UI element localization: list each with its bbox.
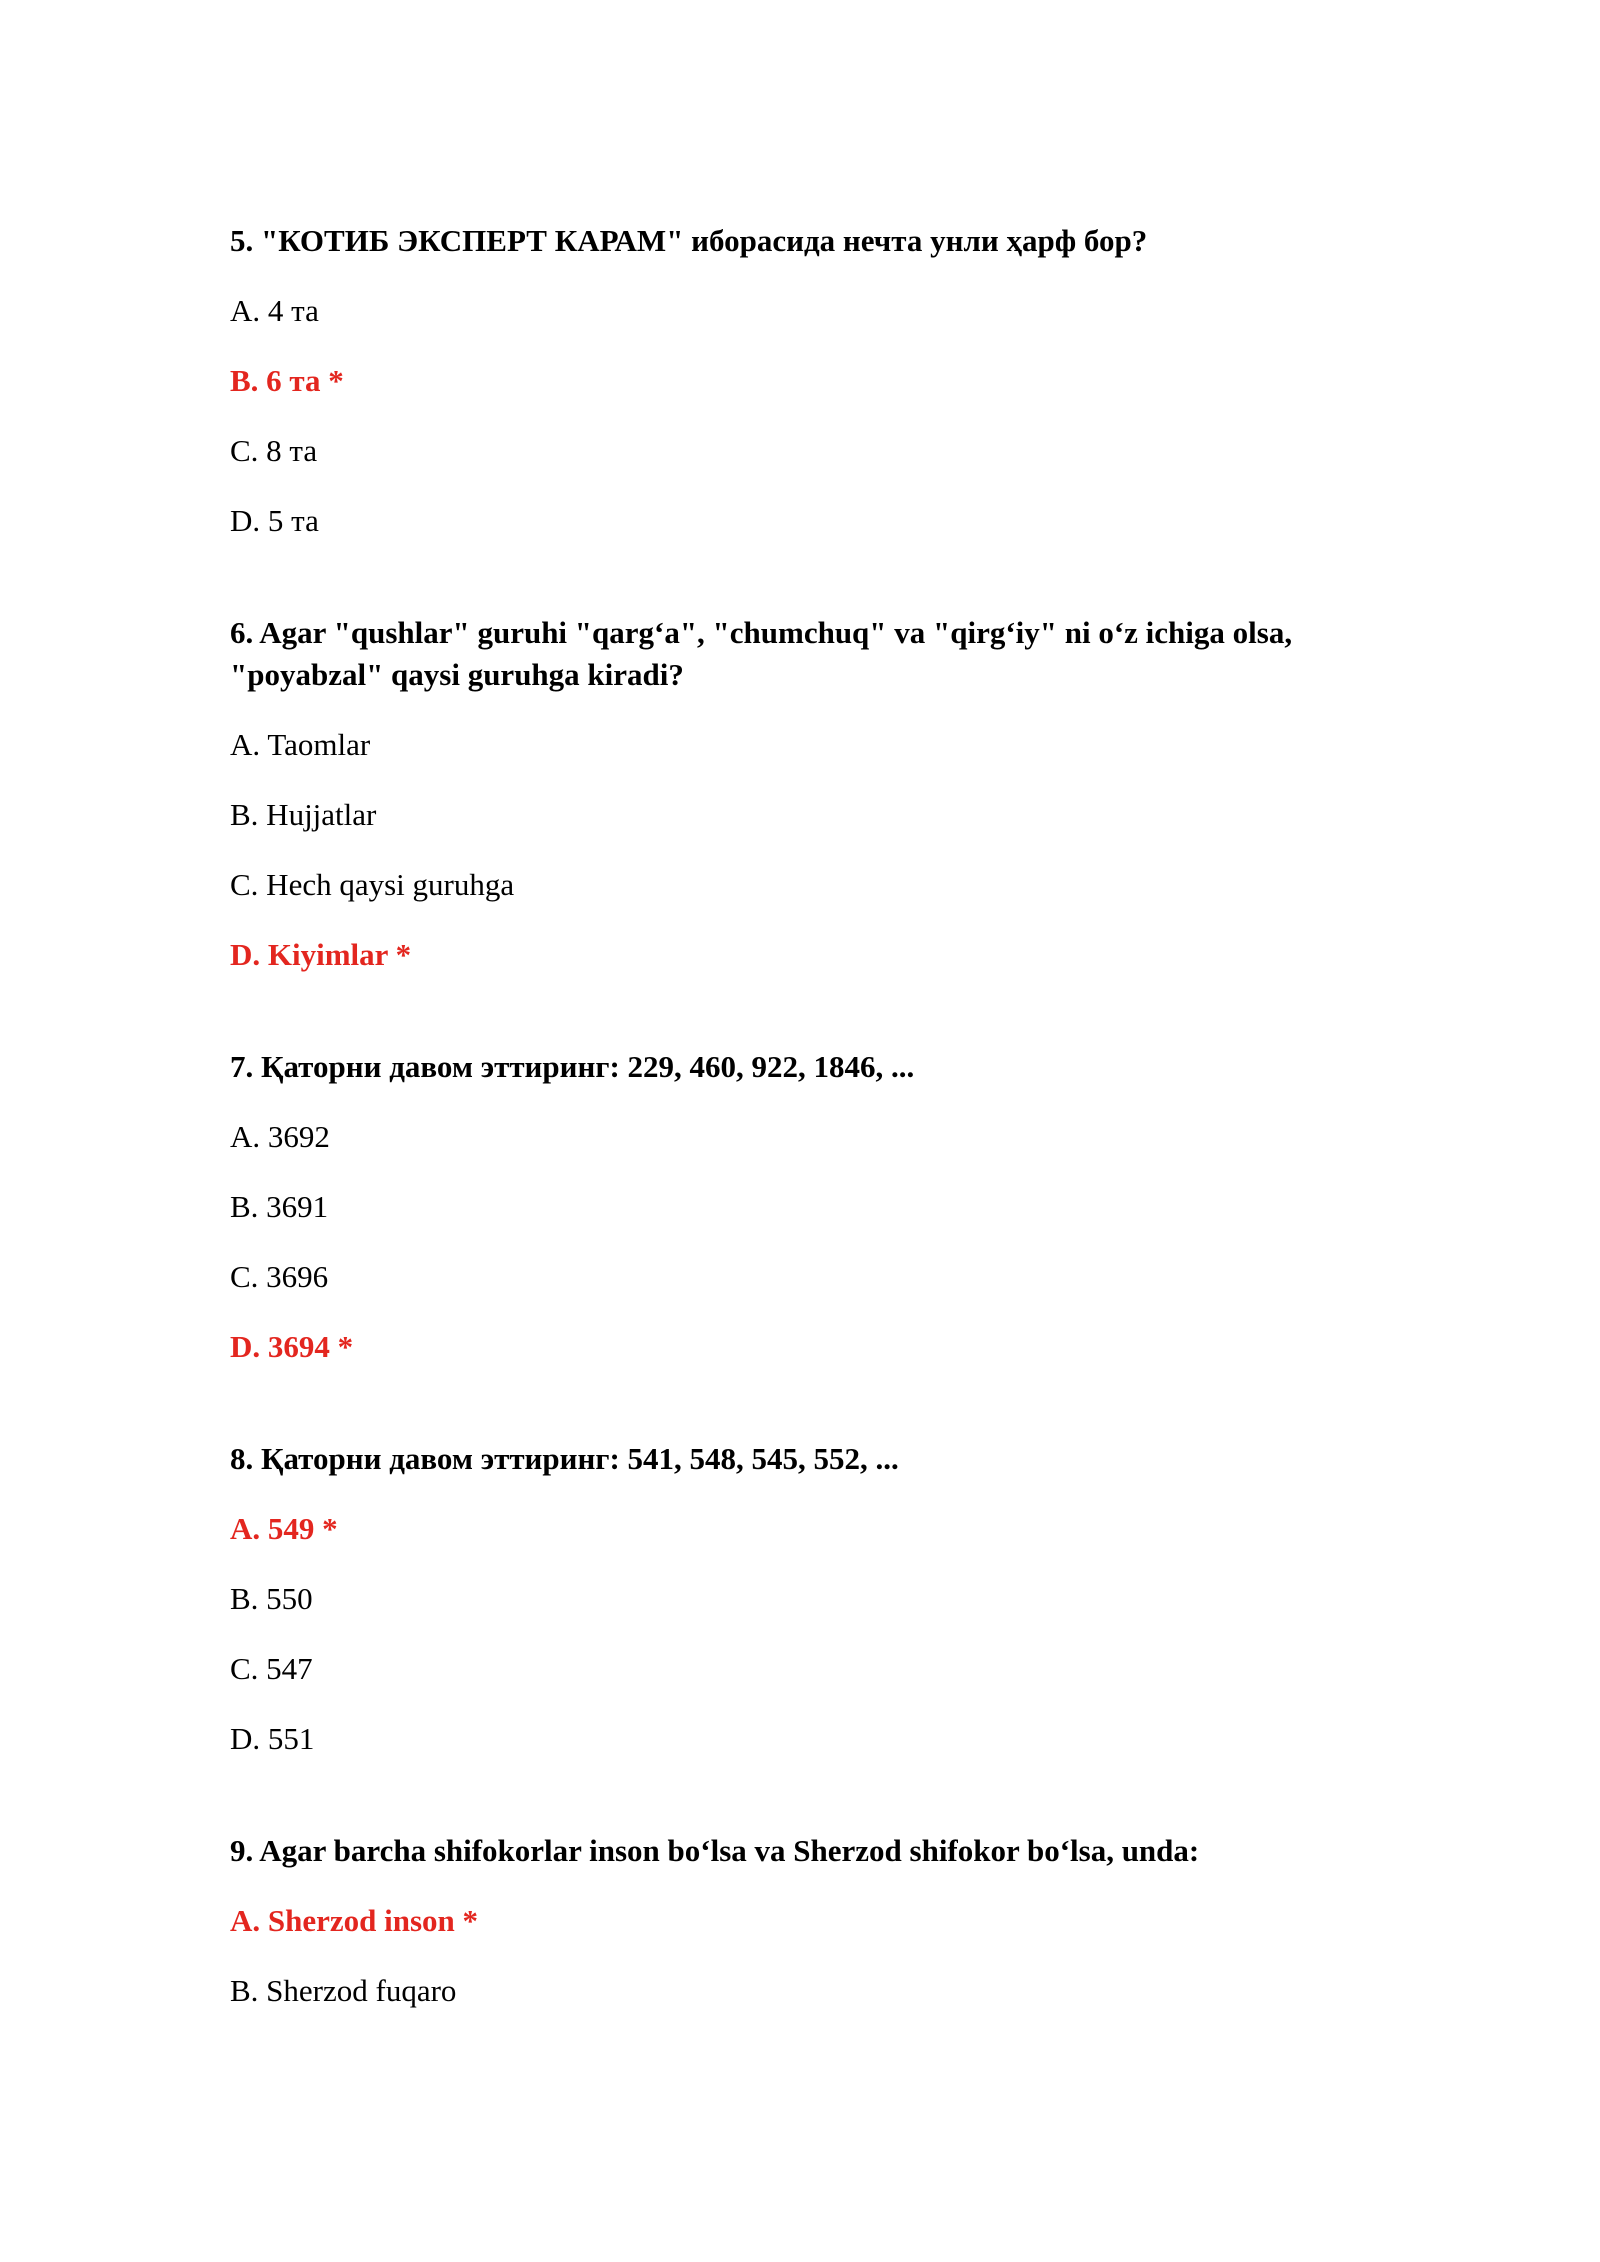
answer-option: A. 549 * [230, 1511, 338, 1546]
question-text: 8. Қаторни давом эттиринг: 541, 548, 545, 552, ... [230, 1441, 899, 1476]
answer-option: B. 3691 [230, 1189, 329, 1224]
question-text: 5. "КОТИБ ЭКСПЕРТ КАРАМ" иборасида нечта унли ҳарф бор? [230, 223, 1148, 258]
answer-option: C. 547 [230, 1651, 313, 1686]
answer-option: C. 3696 [230, 1259, 329, 1294]
answer-option: D. 5 та [230, 503, 319, 538]
question-8 [230, 1438, 1380, 1760]
answer-option: D. 551 [230, 1721, 315, 1756]
answer-option: B. 550 [230, 1581, 313, 1616]
answer-option: A. Taomlar [230, 727, 371, 762]
question-6 [230, 612, 1380, 976]
answer-option: C. Hech qaysi guruhga [230, 867, 515, 902]
answer-option: D. Kiyimlar * [230, 937, 412, 972]
question-text: 9. Agar barcha shifokorlar inson bo‘lsa va Sherzod shifokor bo‘lsa, unda: [230, 1833, 1200, 1868]
answer-option: A. 3692 [230, 1119, 330, 1154]
question-5 [230, 220, 1380, 542]
answer-option: B. 6 та * [230, 363, 344, 398]
answer-option: B. Sherzod fuqaro [230, 1973, 457, 2008]
answer-option: D. 3694 * [230, 1329, 354, 1364]
answer-option: A. Sherzod inson * [230, 1903, 479, 1938]
document-page [230, 220, 1380, 2082]
question-text: 6. Agar "qushlar" guruhi "qarg‘a", "chumchuq" va "qirg‘iy" ni o‘z ichiga olsa, "poyabzal" qaysi guruhga kiradi? [230, 615, 1293, 692]
question-9 [230, 1830, 1380, 2012]
question-7 [230, 1046, 1380, 1368]
answer-option: B. Hujjatlar [230, 797, 377, 832]
question-text: 7. Қаторни давом эттиринг: 229, 460, 922, 1846, ... [230, 1049, 915, 1084]
answer-option: C. 8 та [230, 433, 318, 468]
answer-option: A. 4 та [230, 293, 319, 328]
